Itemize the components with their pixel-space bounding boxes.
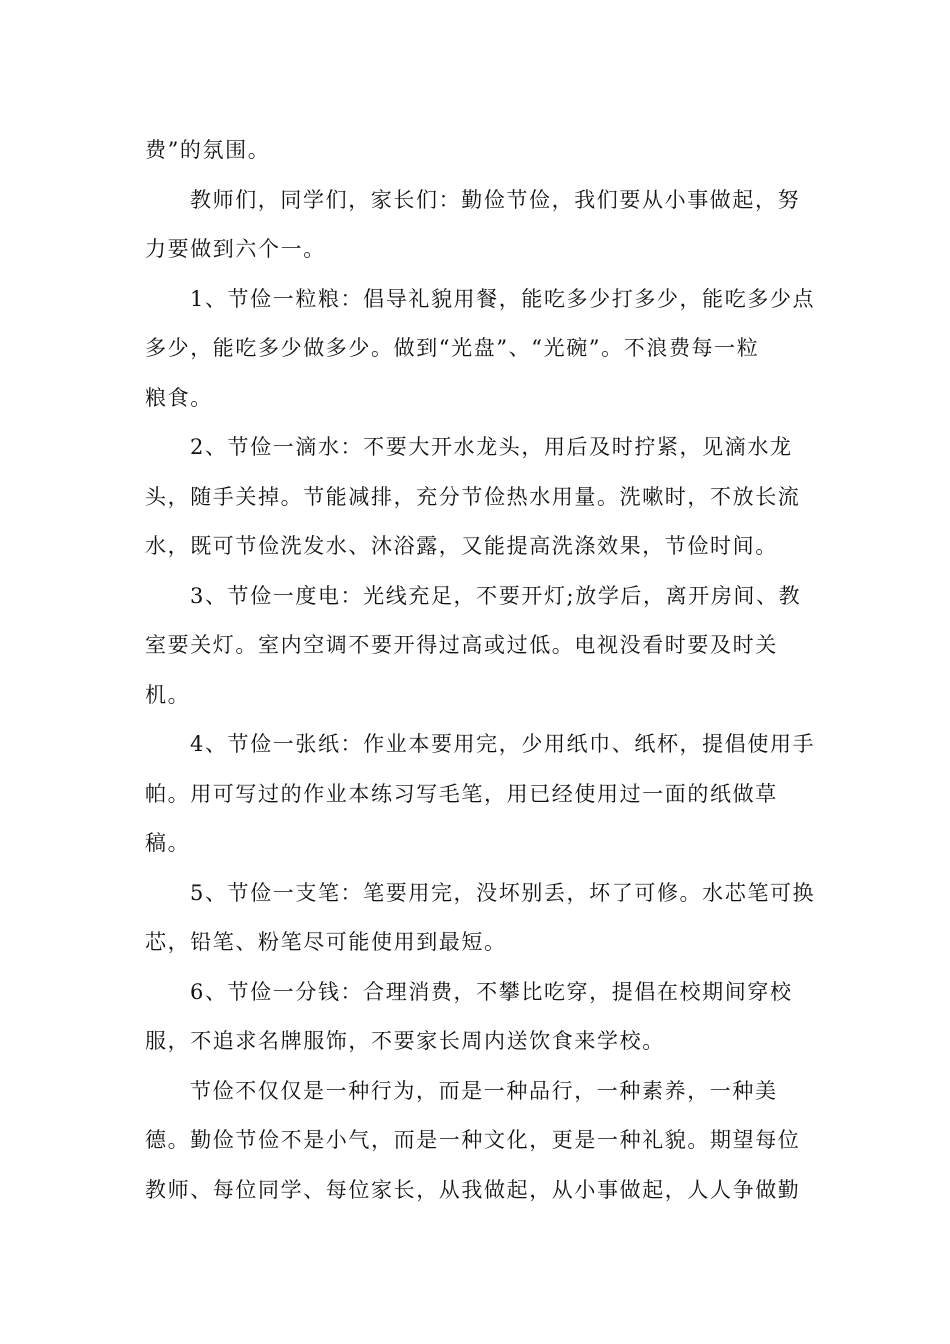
text-line: 德。勤俭节俭不是小气，而是一种文化，更是一种礼貌。期望每位 <box>145 1128 801 1152</box>
text-line: 室要关灯。室内空调不要开得过高或过低。电视没看时要及时关 <box>145 633 778 657</box>
text-line: 多少，能吃多少做多少。做到“光盘”、“光碗”。不浪费每一粒 <box>145 336 760 360</box>
text-line: 节俭不仅仅是一种行为，而是一种品行，一种素养，一种美 <box>190 1078 778 1103</box>
text-line: 水，既可节俭洗发水、沐浴露，又能提高洗涤效果，节俭时间。 <box>145 534 778 558</box>
text-line: 1、节俭一粒粮：倡导礼貌用餐，能吃多少打多少，能吃多少点 <box>190 286 816 311</box>
text-line: 2、节俭一滴水：不要大开水龙头，用后及时拧紧，见滴水龙 <box>190 435 793 459</box>
text-line: 3、节俭一度电：光线充足，不要开灯;放学后，离开房间、教 <box>190 583 802 608</box>
text-line: 帕。用可写过的作业本练习写毛笔，用已经使用过一面的纸做草 <box>145 781 778 806</box>
text-line: 5、节俭一支笔：笔要用完，没坏别丢，坏了可修。水芯笔可换 <box>190 880 816 905</box>
text-line: 服，不追求名牌服饰，不要家长周内送饮食来学校。 <box>145 1029 665 1053</box>
text-line: 6、节俭一分钱：合理消费，不攀比吃穿，提倡在校期间穿校 <box>190 979 793 1004</box>
text-line: 头，随手关掉。节能减排，充分节俭热水用量。洗嗽时，不放长流 <box>145 484 801 509</box>
text-line: 粮食。 <box>145 385 213 410</box>
text-line: 力要做到六个一。 <box>145 237 326 261</box>
text-line: 教师们，同学们，家长们：勤俭节俭，我们要从小事做起，努 <box>190 187 801 212</box>
text-line: 机。 <box>145 682 191 707</box>
text-line: 芯，铅笔、粉笔尽可能使用到最短。 <box>145 930 507 954</box>
document-page <box>145 126 816 1215</box>
text-line: 4、节俭一张纸：作业本要用完，少用纸巾、纸杯，提倡使用手 <box>190 732 816 756</box>
text-line: 稿。 <box>145 831 191 855</box>
text-line: 教师、每位同学、每位家长，从我做起，从小事做起，人人争做勤 <box>145 1177 801 1202</box>
text-line: 费”的氛围。 <box>145 138 271 162</box>
